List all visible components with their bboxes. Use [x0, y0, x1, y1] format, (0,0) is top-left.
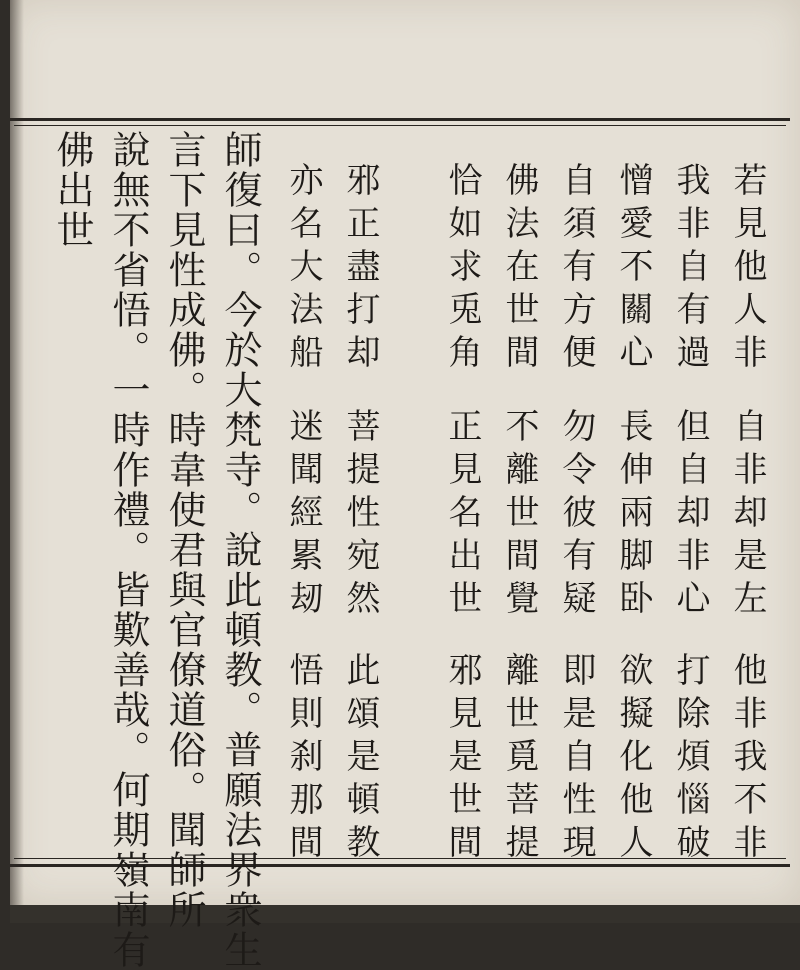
verse-col1-bot: 他非我不非 [727, 652, 767, 867]
prose-line-3: 說無不省悟。一時作禮。皆歎善哉。何期嶺南有 [106, 130, 150, 970]
verse-col6-mid: 正見名出世 [442, 408, 482, 623]
verse-col7-top: 邪正盡打却 [340, 162, 380, 377]
verse-col7-bot: 此頌是頓教 [340, 652, 380, 867]
verse-col3-bot: 欲擬化他人 [613, 652, 653, 867]
verse-col6-bot: 邪見是世間 [442, 652, 482, 867]
prose-line-2: 言下見性成佛。時韋使君與官僚道俗。聞師所 [162, 130, 206, 930]
prose-line-1: 師復曰。今於大梵寺。說此頓教。普願法界衆生 [218, 130, 262, 970]
verse-col2-top: 我非自有過 [670, 162, 710, 377]
verse-col8-bot: 悟則刹那間 [283, 652, 323, 867]
verse-col8-top: 亦名大法船 [283, 162, 323, 377]
verse-col5-top: 佛法在世間 [499, 162, 539, 377]
verse-col5-bot: 離世覓菩提 [499, 652, 539, 867]
binding-shadow [10, 0, 24, 905]
top-border-thick [10, 118, 790, 121]
verse-col6-top: 恰如求兎角 [442, 162, 482, 377]
verse-col8-mid: 迷聞經累刼 [283, 408, 323, 623]
verse-col1-mid: 自非却是左 [727, 408, 767, 623]
verse-col3-top: 憎愛不關心 [613, 162, 653, 377]
verse-col2-bot: 打除煩惱破 [670, 652, 710, 867]
verse-col4-mid: 勿令彼有疑 [556, 408, 596, 623]
verse-col1-top: 若見他人非 [727, 162, 767, 377]
prose-line-4: 佛出世 [50, 130, 94, 250]
verse-col7-mid: 菩提性宛然 [340, 408, 380, 623]
top-border-thin [14, 125, 786, 126]
verse-col4-top: 自須有方便 [556, 162, 596, 377]
verse-col3-mid: 長伸兩脚卧 [613, 408, 653, 623]
verse-col4-bot: 即是自性現 [556, 652, 596, 867]
verse-col5-mid: 不離世間覺 [499, 408, 539, 623]
verse-col2-mid: 但自却非心 [670, 408, 710, 623]
